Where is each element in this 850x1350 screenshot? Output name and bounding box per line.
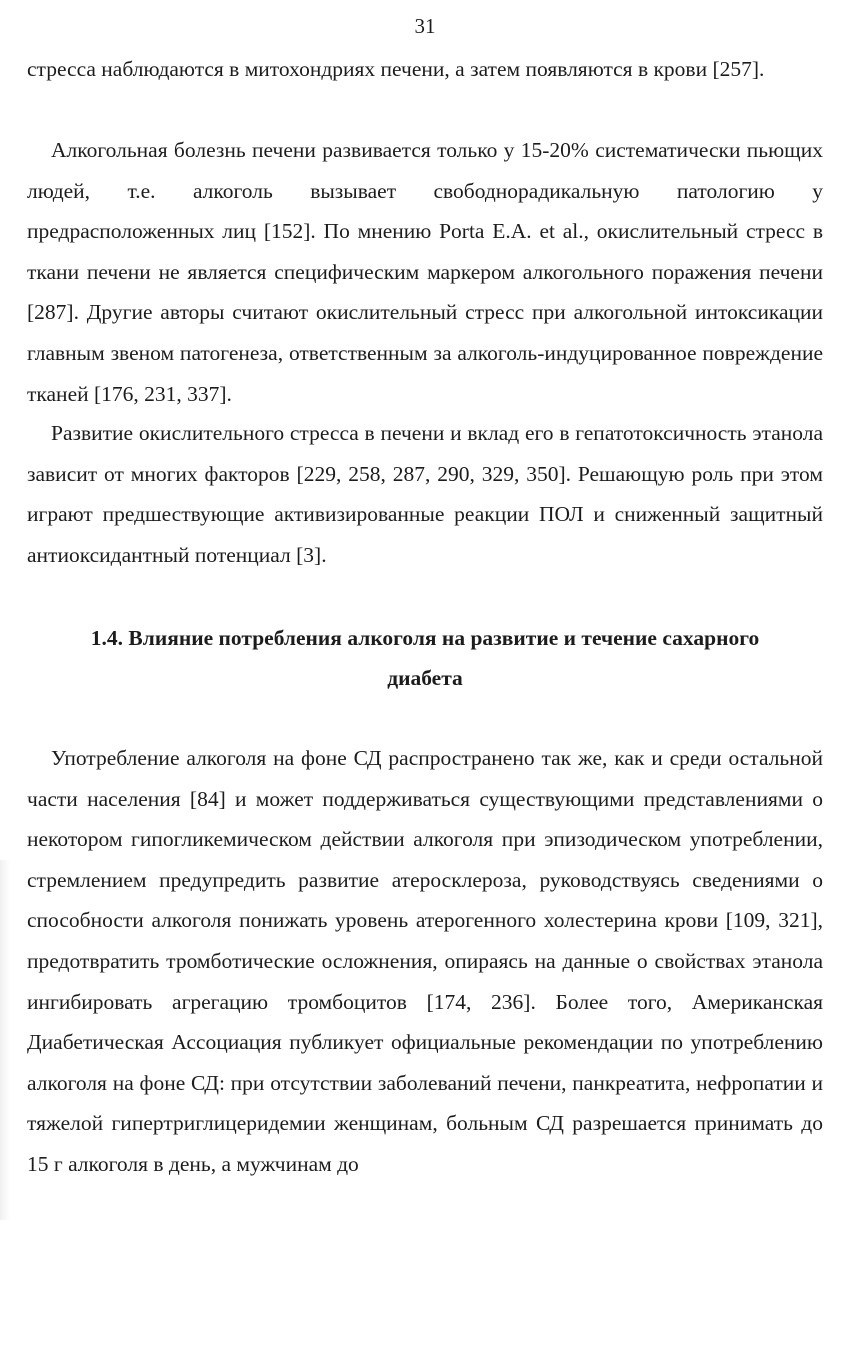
section-heading: [27, 618, 823, 698]
paragraph-liver-disease: [27, 130, 823, 414]
paragraph-alcohol-diabetes: [27, 738, 823, 1185]
paragraph-text: Употребление алкоголя на фоне СД распространено так же, как и среди остальной части населения [84] и может поддерживаться существующими представлениями о некотором гипогликемическом действии алкоголя при эпизодическом употреблении, стремлением предупредить развитие атеросклероза, руководствуясь сведениями о способности алкоголя понижать уровень атерогенного холестерина крови [109, 321], предотвратить тромботические осложнения, опираясь на данные о свойствах этанола ингибировать агрегацию тромбоцитов [174, 236]. Более того, Американская Диабетическая Ассоциация публикует официальные рекомендации по употреблению алкоголя на фоне СД: при отсутствии заболеваний печени, панкреатита, нефропатии и тяжелой гипертриглицеридемии женщинам, больным СД разрешается принимать до 15 г алкоголя в день, а мужчинам до: [27, 746, 823, 1176]
paragraph-text: Развитие окислительного стресса в печени и вклад его в гепатотоксичность этанола зависит от многих факторов [229, 258, 287, 290, 329, 350]. Решающую роль при этом играют предшествующие активизированные реакции ПОЛ и сниженный защитный антиоксидантный потенциал [3].: [27, 421, 823, 567]
scan-edge-shadow: [0, 860, 10, 1220]
section-heading-line-1: 1.4. Влияние потребления алкоголя на развитие и течение сахарного: [90, 626, 760, 650]
page-number: 31: [414, 14, 436, 38]
section-heading-line-2: диабета: [387, 666, 463, 690]
paragraph-continuation: [27, 49, 823, 90]
paragraph-oxidative-stress: [27, 413, 823, 575]
paragraph-text: стресса наблюдаются в митохондриях печени, а затем появляются в крови [257].: [27, 57, 765, 81]
paragraph-text: Алкогольная болезнь печени развивается только у 15-20% систематически пьющих людей, т.е. алкоголь вызывает свободнорадикальную патологию у предрасположенных лиц [152]. По мнению Porta E.A. et al., окислительный стресс в ткани печени не является специфическим маркером алкогольного поражения печени [287]. Другие авторы считают окислительный стресс при алкогольной интоксикации главным звеном патогенеза, ответственным за алкоголь-индуцированное повреждение тканей [176, 231, 337].: [27, 138, 823, 406]
